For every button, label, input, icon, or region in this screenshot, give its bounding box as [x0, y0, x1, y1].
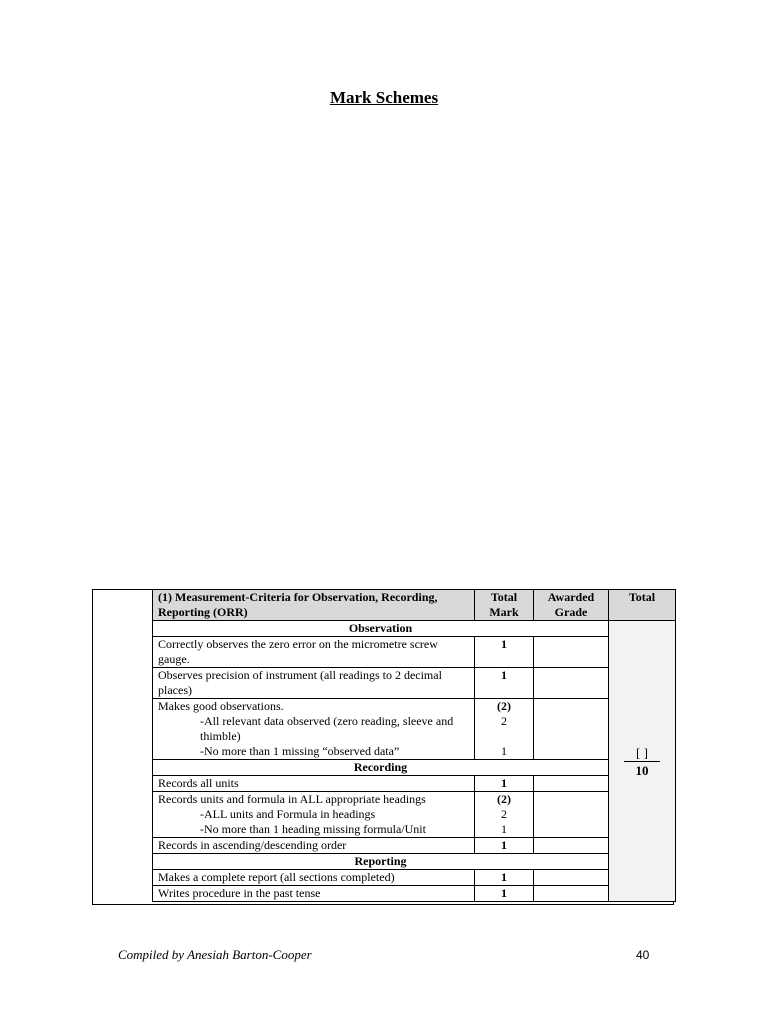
- total-score-cell: [609, 621, 676, 902]
- criterion-text: Records all units: [158, 776, 239, 790]
- mark-value: 1: [501, 870, 507, 884]
- section-heading-row: [153, 621, 676, 637]
- awarded-grade-cell: [534, 637, 609, 668]
- sub-criterion-text: -No more than 1 missing “observed data”: [200, 744, 400, 758]
- total-mark-header: Total Mark: [475, 590, 534, 621]
- table-row: [153, 637, 676, 668]
- section-heading: Observation: [153, 621, 609, 637]
- mark-value: 1: [501, 776, 507, 790]
- sub-criterion-text: -No more than 1 heading missing formula/Unit: [200, 822, 426, 836]
- criterion-text: Makes a complete report (all sections completed): [158, 870, 395, 884]
- awarded-grade-cell: [534, 668, 609, 699]
- total-score-box: [624, 745, 660, 778]
- footer-compiled-by: Compiled by Anesiah Barton-Cooper: [118, 947, 312, 962]
- mark-value: 1: [501, 637, 507, 651]
- mark-cell: [475, 870, 534, 886]
- criterion-text: Correctly observes the zero error on the micrometre screw gauge.: [158, 637, 438, 666]
- mark-cell: [475, 699, 534, 760]
- table-row: [153, 668, 676, 699]
- criterion-cell: [153, 637, 475, 668]
- criterion-cell: [153, 870, 475, 886]
- page-number: 40: [636, 948, 650, 962]
- mark-cell: [475, 886, 534, 902]
- criterion-text: Records in ascending/descending order: [158, 838, 347, 852]
- criterion-cell: [153, 792, 475, 838]
- total-score-divider: [624, 761, 660, 762]
- awarded-grade-cell: [534, 776, 609, 792]
- criterion-cell: [153, 838, 475, 854]
- sub-criterion-text: -ALL units and Formula in headings: [200, 807, 376, 821]
- section-heading-row: [153, 854, 676, 870]
- mark-scheme-body: [153, 590, 676, 902]
- awarded-grade-cell: [534, 886, 609, 902]
- criteria-header: (1) Measurement-Criteria for Observation, Recording, Reporting (ORR): [153, 590, 475, 621]
- mark-cell: [475, 838, 534, 854]
- table-row: [153, 776, 676, 792]
- criterion-cell: [153, 886, 475, 902]
- awarded-grade-cell: [534, 792, 609, 838]
- awarded-grade-header: Awarded Grade: [534, 590, 609, 621]
- sub-criterion-text: -All relevant data observed (zero reading, sleeve and thimble): [200, 714, 454, 743]
- section-heading-row: [153, 760, 676, 776]
- mark-value: (2): [497, 792, 511, 806]
- table-row: [153, 792, 676, 838]
- sub-mark-value: 1: [501, 744, 507, 758]
- sub-mark-value: 2: [501, 807, 507, 821]
- section-heading: Reporting: [153, 854, 609, 870]
- table-header-row: [153, 590, 676, 621]
- mark-cell: [475, 776, 534, 792]
- criterion-cell: [153, 668, 475, 699]
- awarded-grade-cell: [534, 870, 609, 886]
- mark-cell: [475, 792, 534, 838]
- criterion-text: Observes precision of instrument (all readings to 2 decimal places): [158, 668, 442, 697]
- criterion-text: Writes procedure in the past tense: [158, 886, 321, 900]
- mark-value: 1: [501, 886, 507, 900]
- mark-cell: [475, 668, 534, 699]
- sub-mark-value: 1: [501, 822, 507, 836]
- mark-value: (2): [497, 699, 511, 713]
- total-score-out-of: 10: [635, 763, 649, 778]
- criterion-text: Records units and formula in ALL appropriate headings: [158, 792, 426, 806]
- page-title: Mark Schemes: [329, 88, 439, 107]
- mark-scheme-table: [152, 589, 676, 902]
- total-header: Total: [609, 590, 676, 621]
- criterion-cell: [153, 776, 475, 792]
- mark-cell: [475, 637, 534, 668]
- criterion-text: Makes good observations.: [158, 699, 284, 713]
- mark-value: 1: [501, 668, 507, 682]
- table-row: [153, 699, 676, 760]
- sub-mark-value: 2: [501, 714, 507, 728]
- table-row: [153, 870, 676, 886]
- total-score-brackets: [ ]: [636, 745, 648, 760]
- table-row: [153, 838, 676, 854]
- awarded-grade-cell: [534, 699, 609, 760]
- section-heading: Recording: [153, 760, 609, 776]
- criterion-cell: [153, 699, 475, 760]
- awarded-grade-cell: [534, 838, 609, 854]
- table-row: [153, 886, 676, 902]
- mark-value: 1: [501, 838, 507, 852]
